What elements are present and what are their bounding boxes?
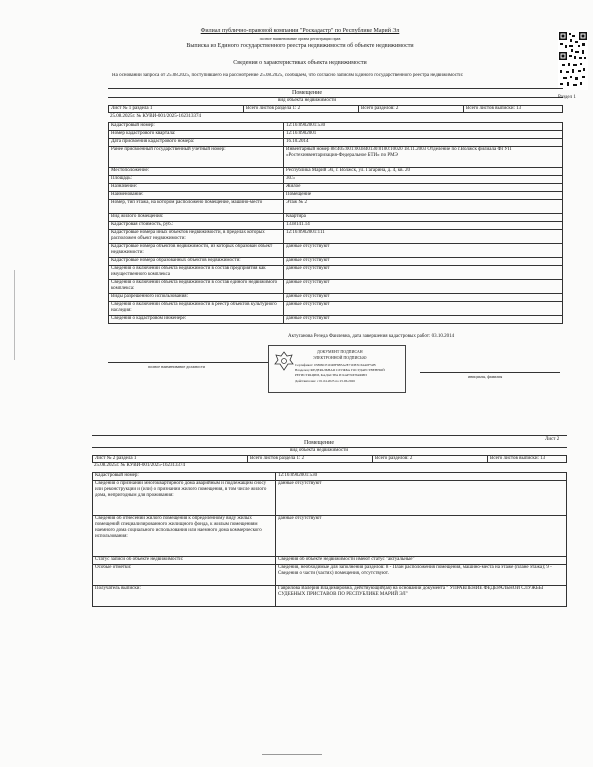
row-value: Сведения, необходимые для заполнения разделов: 8 - План расположения помещения, машино-места на этаже (плане этажа); 9 - Сведения о части (частях) помещения, отсутствуют. <box>276 565 567 586</box>
sheet2-number: 25.08.2025г. № КУВИ-001/2025-162313374 <box>94 463 185 468</box>
sheet1-razdel: Раздел 1 <box>558 95 576 100</box>
table-row <box>109 168 563 176</box>
row-value: Жилое <box>284 184 563 192</box>
row-label: Дата присвоения кадастрового номера: <box>109 139 284 147</box>
scan-bottom-mark <box>262 754 322 755</box>
table-row <box>109 192 563 200</box>
sheet1-characteristics-table <box>108 122 563 324</box>
table-row <box>109 222 563 230</box>
table-row <box>93 586 567 607</box>
row-value: Сведения об объекте недвижимости имеют статус "актуальные" <box>276 557 567 565</box>
row-label: Вид жилого помещения: <box>109 214 284 222</box>
sheet2-total-sheets-razdel: Всего листов раздела 1: 2 <box>248 456 373 463</box>
table-row <box>93 481 567 516</box>
row-label: Кадастровые номера иных объектов недвижимости, в пределах которых расположен объект недвижимости: <box>109 230 284 244</box>
row-value: 12:16:0902001:530 <box>284 123 563 131</box>
row-value: 12:16:0902001 <box>284 131 563 139</box>
coat-of-arms-icon <box>273 350 295 372</box>
table-row <box>109 302 563 316</box>
basis-line: На основании запроса от 25.08.2025, поступившего на рассмотрение 25.08.2025, сообщаем, что согласно записям Единого государственного реестра недвижимости: <box>112 73 464 78</box>
sheet2-meta-table <box>92 455 567 463</box>
branch-subtitle: полное наименование органа регистрации прав <box>259 36 341 41</box>
row-label: Получатель выписки: <box>93 586 276 607</box>
stamp-line4: Владелец: ФЕДЕРАЛЬНАЯ СЛУЖБА ГОСУДАРСТВЕННОЙ <box>295 368 385 372</box>
row-value: данные отсутствуют <box>284 244 563 258</box>
sheet1-total-razdels: Всего разделов: 2 <box>359 106 464 113</box>
table-row <box>109 139 563 147</box>
sheet1-number: 25.08.2025г. № КУВИ-001/2025-162313374 <box>110 114 201 119</box>
row-label: Статус записи об объекте недвижимости: <box>93 557 276 565</box>
table-row <box>93 473 567 481</box>
row-label: Сведения о кадастровом инженере: <box>109 316 284 324</box>
sheet2-list: Лист 2 <box>545 437 560 442</box>
name-label: инициалы, фамилия <box>468 374 503 379</box>
sheet1-total-sheets: Всего листов выписки: 13 <box>464 106 563 113</box>
table-row <box>93 557 567 565</box>
sheet2-total-sheets: Всего листов выписки: 13 <box>488 456 567 463</box>
table-row <box>109 123 563 131</box>
row-label: Местоположение: <box>109 168 284 176</box>
table-row <box>109 258 563 266</box>
row-value: Инвентарный номер 88:405:001:003840130:0100:10020 18.11.2003 Отделение по г.Волжск филиала ФГУП «Ростехинвентаризация-Федеральное БТИ» по РМЭ <box>284 147 563 168</box>
electronic-signature-stamp <box>268 345 406 393</box>
table-row <box>109 200 563 214</box>
sheet1-object-type-label: вид объекта недвижимости <box>278 98 337 103</box>
row-value: Республика Марий Эл, г. Волжск, ул. Гагарина, д. 4, кв. 20 <box>284 168 563 176</box>
row-label: Сведения о включении объекта недвижимости в реестр объектов культурного наследия: <box>109 302 284 316</box>
row-value: данные отсутствуют <box>284 302 563 316</box>
row-value: Гаврилова Валерия Владимировна, действующий(ая) на основании документа " УПРАВЛЕНИЕ ФЕДЕРАЛЬНОЙ СЛУЖБЫ СУДЕБНЫХ ПРИСТАВОВ ПО РЕСПУБЛИКЕ МАРИЙ ЭЛ" <box>276 586 567 607</box>
row-label: Сведения об отнесении жилого помещения к определенному виду жилых помещений специализированного жилищного фонда, к жилым помещениям наемного дома социального использования или наемного дома коммерческого использования: <box>93 516 276 557</box>
stamp-line3: Сертификат: 03B09CE1D48F6B5A2E71DE3C64A0F52B <box>295 363 376 367</box>
position-line <box>108 362 268 363</box>
row-value: Квартира <box>284 214 563 222</box>
row-value: 30.5 <box>284 176 563 184</box>
sheet2-object-type-label: вид объекта недвижимости <box>290 448 349 453</box>
branch-title: Филиал публично-правовой компании "Роскадастр" по Республике Марий Эл <box>200 28 400 34</box>
row-label: Кадастровая стоимость, руб.: <box>109 222 284 230</box>
table-row <box>109 266 563 280</box>
table-row <box>109 316 563 324</box>
row-label: Назначение: <box>109 184 284 192</box>
table-row <box>109 244 563 258</box>
row-label: Ранее присвоенный государственный учетный номер: <box>109 147 284 168</box>
table-row <box>109 184 563 192</box>
row-label: Сведения о признании многоквартирного дома аварийным и подлежащим сносу или реконструкции и (или) о признании жилого помещения, в том числе жилого дома, непригодным для проживания: <box>93 481 276 516</box>
table-row <box>93 516 567 557</box>
row-value: 1338141.14 <box>284 222 563 230</box>
sheet1-sheet: Лист № 1 раздела 1 <box>109 106 244 113</box>
sheet1-meta-table <box>108 105 563 113</box>
row-value: Помещение <box>284 192 563 200</box>
row-value: 12:16:0902001:530 <box>276 473 567 481</box>
sheet1-object-type: Помещение <box>292 90 323 96</box>
position-label: полное наименование должности <box>148 364 205 369</box>
row-value: Этаж № 2 <box>284 200 563 214</box>
sheet2-top-line <box>92 435 567 436</box>
row-value: данные отсутствуют <box>284 294 563 302</box>
row-label: Кадастровые номера образованных объектов недвижимости: <box>109 258 284 266</box>
stamp-line5: РЕГИСТРАЦИИ, КАДАСТРА И КАРТОГРАФИИ <box>295 373 367 377</box>
row-label: Сведения о включении объекта недвижимости в состав единого недвижимого комплекса: <box>109 280 284 294</box>
table-row <box>109 176 563 184</box>
sheet1-top-line <box>108 88 563 89</box>
row-value: данные отсутствуют <box>284 266 563 280</box>
row-value: 16.10.2014 <box>284 139 563 147</box>
table-row <box>109 214 563 222</box>
sheet2-characteristics-table <box>92 472 567 607</box>
sheet2-total-razdels: Всего разделов: 2 <box>373 456 488 463</box>
row-label: Площадь: <box>109 176 284 184</box>
table-row <box>109 230 563 244</box>
name-line <box>420 372 560 373</box>
row-value: данные отсутствуют <box>276 481 567 516</box>
sheet1-total-sheets-razdel: Всего листов раздела 1: 2 <box>244 106 359 113</box>
row-label: Номер кадастрового квартала: <box>109 131 284 139</box>
row-label: Кадастровые номера объектов недвижимости, из которых образован объект недвижимости: <box>109 244 284 258</box>
row-label: Особые отметки: <box>93 565 276 586</box>
row-value: данные отсутствуют <box>284 316 563 324</box>
qr-code-icon <box>558 30 588 90</box>
section-title: Сведения о характеристиках объекта недвижимости <box>233 60 367 66</box>
extract-title: Выписка из Единого государственного реестра недвижимости об объекте недвижимости <box>186 43 414 49</box>
cadastral-engineer-value: Актуганова Резеда Фаилевна, дата завершения кадастровых работ: 03.10.2014 <box>288 334 455 339</box>
row-value: данные отсутствуют <box>276 516 567 557</box>
stamp-line6: Действителен: с 01.04.2025 по 25.06.2026 <box>295 379 355 383</box>
sheet2-sheet: Лист № 2 раздела 1 <box>93 456 248 463</box>
row-label: Кадастровый номер: <box>109 123 284 131</box>
table-row <box>93 565 567 586</box>
row-value: 12:16:0902001:111 <box>284 230 563 244</box>
scan-edge-mark <box>14 270 15 360</box>
row-value: данные отсутствуют <box>284 280 563 294</box>
row-label: Наименование: <box>109 192 284 200</box>
table-row <box>109 147 563 168</box>
table-row <box>109 131 563 139</box>
stamp-line1: ДОКУМЕНТ ПОДПИСАН <box>317 349 363 354</box>
sheet2-object-type: Помещение <box>304 440 335 446</box>
row-label: Виды разрешенного использования: <box>109 294 284 302</box>
table-row <box>109 280 563 294</box>
row-label: Номер, тип этажа, на котором расположено помещение, машино-место <box>109 200 284 214</box>
row-label: Сведения о включении объекта недвижимости в состав предприятия как имущественного комплекса <box>109 266 284 280</box>
row-label: Кадастровый номер: <box>93 473 276 481</box>
row-value: данные отсутствуют <box>284 258 563 266</box>
table-row <box>109 294 563 302</box>
stamp-line2: ЭЛЕКТРОННОЙ ПОДПИСЬЮ <box>313 355 367 360</box>
